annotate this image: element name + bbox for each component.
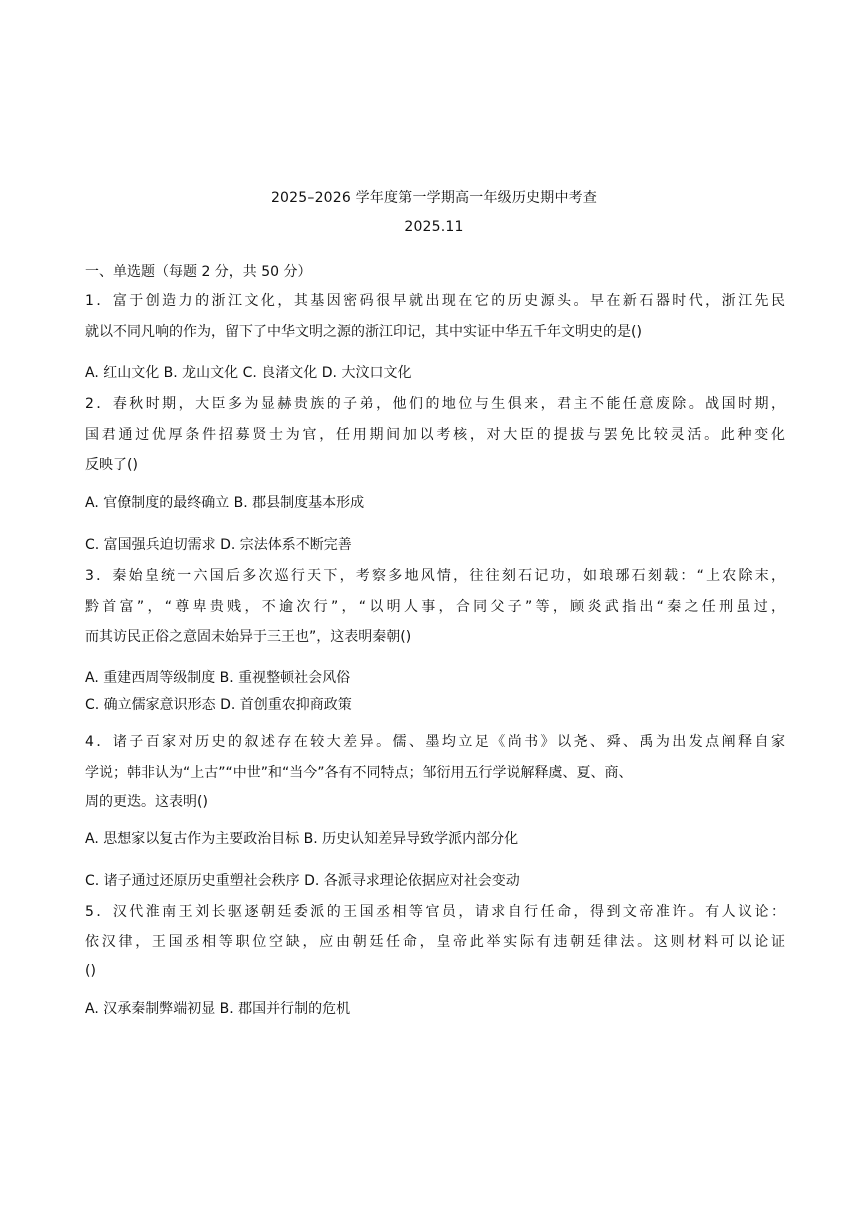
question-5-options-1: A. 汉承秦制弊端初显 B. 郡国并行制的危机 bbox=[85, 1001, 351, 1017]
question-2-line-2: 国君通过优厚条件招募贤士为官，任用期间加以考核，对大臣的提拔与罢免比较灵活。此种变化 bbox=[85, 427, 785, 443]
question-5-line-1: 5．汉代淮南王刘长驱逐朝廷委派的王国丞相等官员，请求自行任命，得到文帝准许。有人议论： bbox=[85, 904, 785, 920]
question-5-line-2: 依汉律，王国丞相等职位空缺，应由朝廷任命，皇帝此举实际有违朝廷律法。这则材料可以论证 bbox=[85, 934, 785, 950]
exam-title: 2025–2026 学年度第一学期高一年级历史期中考查 bbox=[270, 190, 598, 206]
question-3-line-2: 黔首富”，“尊卑贵贱，不逾次行”，“以明人事，合同父子”等，顾炎武指出“秦之任刑虽过， bbox=[85, 599, 785, 615]
question-1-line-1: 1．富于创造力的浙江文化，其基因密码很早就出现在它的历史源头。早在新石器时代，浙江先民 bbox=[85, 293, 785, 309]
question-1-options: A. 红山文化 B. 龙山文化 C. 良渚文化 D. 大汶口文化 bbox=[85, 365, 412, 381]
question-4-line-3: 周的更迭。这表明() bbox=[85, 794, 208, 810]
question-2-line-1: 2．春秋时期，大臣多为显赫贵族的子弟，他们的地位与生俱来，君主不能任意废除。战国时期， bbox=[85, 396, 785, 412]
question-3-line-3: 而其访民正俗之意固未始异于三王也”，这表明秦朝() bbox=[85, 629, 412, 645]
question-2-line-3: 反映了() bbox=[85, 457, 138, 473]
question-4-options-1: A. 思想家以复古作为主要政治目标 B. 历史认知差异导致学派内部分化 bbox=[85, 831, 519, 847]
question-4-line-1: 4．诸子百家对历史的叙述存在较大差异。儒、墨均立足《尚书》以尧、舜、禹为出发点阐释自家 bbox=[85, 734, 785, 750]
question-4-line-2: 学说；韩非认为“上古”“中世”和“当今”各有不同特点；邹衍用五行学说解释虞、夏、商、 bbox=[85, 765, 633, 781]
section-heading: 一、单选题（每题 2 分，共 50 分） bbox=[85, 264, 312, 280]
question-1-line-2: 就以不同凡响的作为，留下了中华文明之源的浙江印记，其中实证中华五千年文明史的是() bbox=[85, 324, 642, 340]
question-3-options-1: A. 重建西周等级制度 B. 重视整顿社会风俗 bbox=[85, 670, 351, 686]
exam-date: 2025.11 bbox=[404, 219, 464, 235]
question-3-line-1: 3．秦始皇统一六国后多次巡行天下，考察多地风情，往往刻石记功，如琅琊石刻载：“上农除末， bbox=[85, 568, 785, 584]
question-2-options-2: C. 富国强兵迫切需求 D. 宗法体系不断完善 bbox=[85, 537, 352, 553]
question-5-line-3: () bbox=[85, 963, 96, 979]
question-2-options-1: A. 官僚制度的最终确立 B. 郡县制度基本形成 bbox=[85, 495, 365, 511]
question-3-options-2: C. 确立儒家意识形态 D. 首创重农抑商政策 bbox=[85, 697, 352, 713]
question-4-options-2: C. 诸子通过还原历史重塑社会秩序 D. 各派寻求理论依据应对社会变动 bbox=[85, 873, 520, 889]
